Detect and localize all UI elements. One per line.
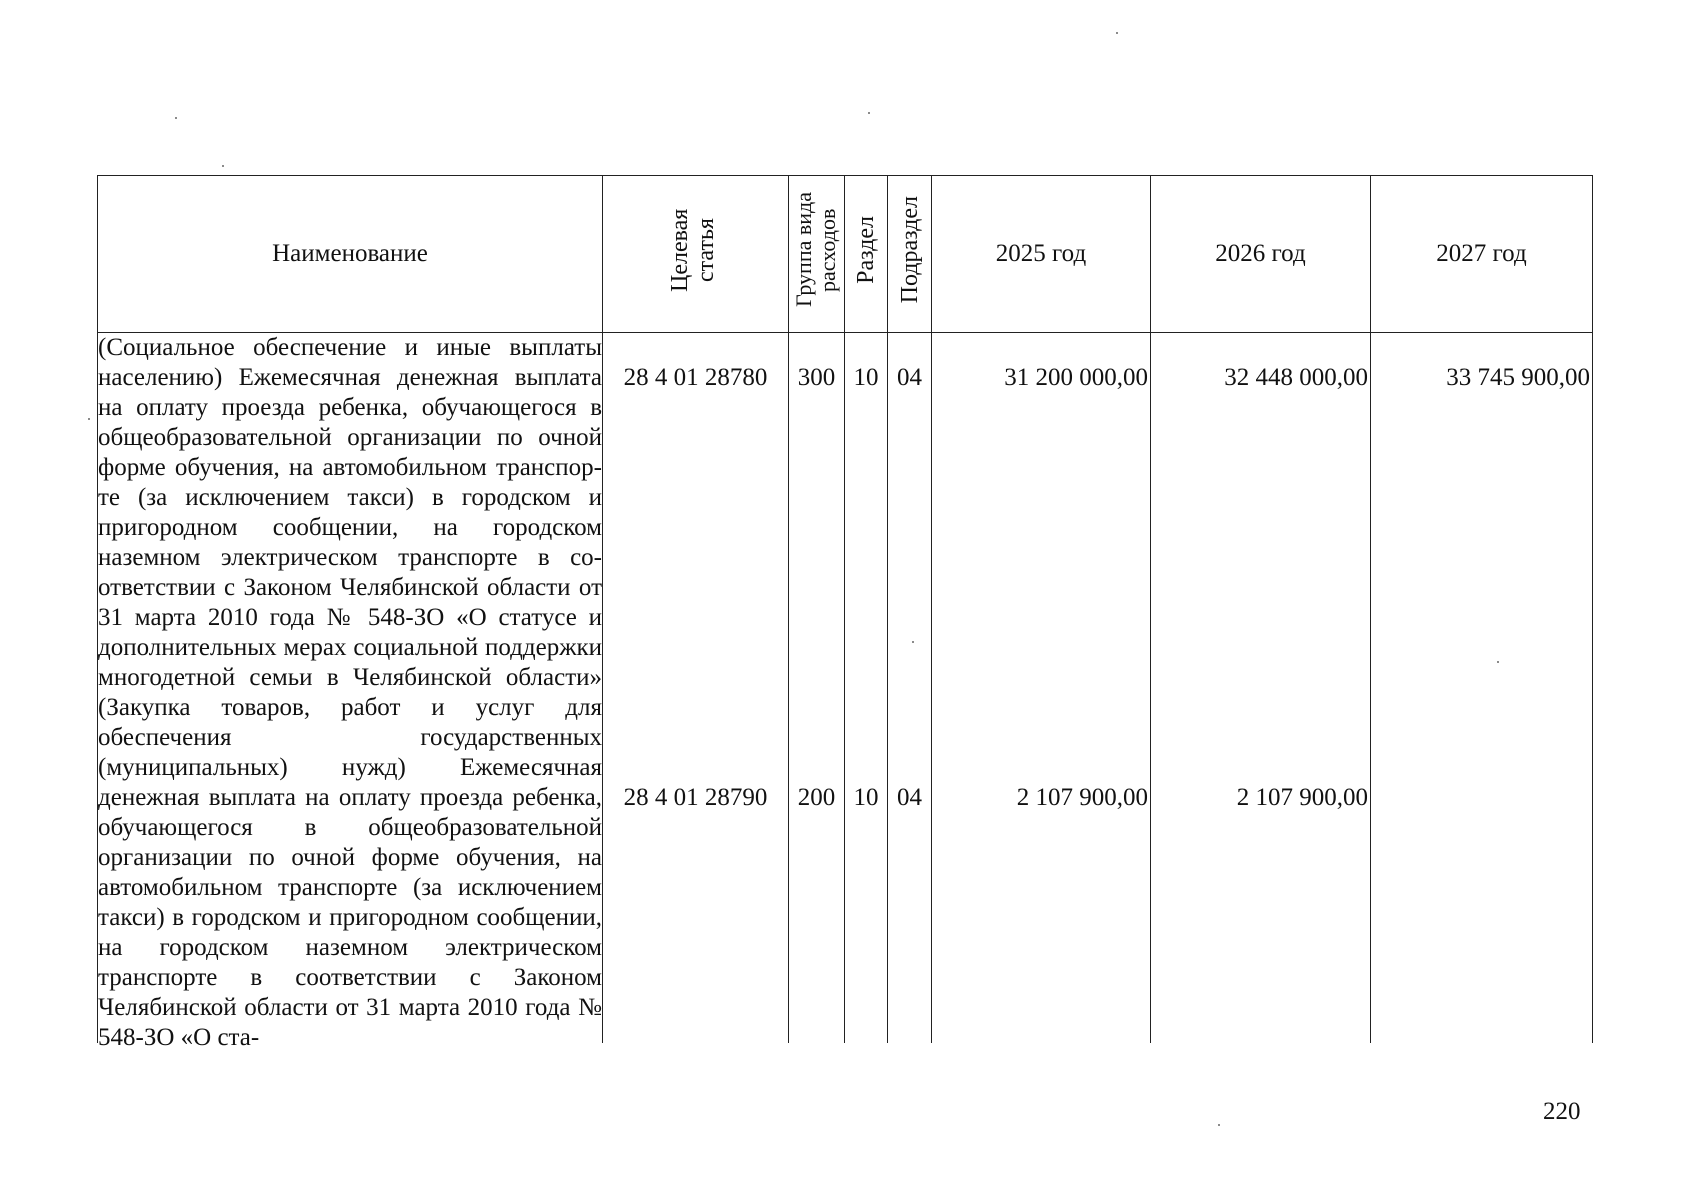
page-number: 220 [1543, 1098, 1581, 1125]
header-target-article: Целевая статья [603, 176, 789, 333]
amount-2026-2: 2 107 900,00 [1236, 784, 1368, 811]
amount-2026-cell [1151, 333, 1371, 1044]
amount-2025-1: 31 200 000,00 [1004, 364, 1148, 391]
scan-speck [175, 117, 177, 119]
scan-speck [1218, 1124, 1220, 1126]
group-cell [789, 333, 845, 1044]
target-article-1: 28 4 01 28780 [623, 364, 768, 391]
subsection-2: 04 [897, 784, 922, 811]
scan-speck [868, 112, 870, 114]
target-cell [603, 333, 789, 1044]
scan-speck [1116, 32, 1118, 34]
scan-speck [1497, 661, 1499, 663]
header-name: Наименование [98, 176, 603, 333]
budget-table [97, 175, 1593, 1051]
name-text: (Социальное обеспечение и иные выплаты населению) Ежемесячная денежная выплата на оплату проезда ребенка, обучающегося в общеобразовательной организации по очной форме обучения, на автомобильном транспорте (за исключением такси) в городском и пригородном сообщении, на городском наземном электрическом транспорте в соответствии с Законом Челябинской области от 31 марта 2010 года № 548-ЗО «О статусе и дополнительных мерах социальной поддержки многодетной семьи в Челябинской области» (Закупка товаров, работ и услуг для обеспечения государственных (муниципальных) нужд) Ежемесячная денежная выплата на оплату проезда ребенка, обучающегося в общеобразовательной организации по очной форме обучения, на автомобильном транспорте (за исключением такси) в городском и пригородном сообщении, на городском наземном электрическом транспорте в соответствии с Законом Челябинской области от 31 марта 2010 года № 548-ЗО «О ста- [98, 334, 602, 1051]
header-expense-group: Группа вида расходов [789, 176, 845, 333]
subsection-cell [888, 333, 932, 1044]
amount-2025-cell [932, 333, 1151, 1044]
header-year-2027: 2027 год [1371, 176, 1593, 333]
target-article-2: 28 4 01 28790 [623, 784, 768, 811]
section-cell [845, 333, 888, 1044]
amount-2025-2: 2 107 900,00 [1016, 784, 1148, 811]
header-row [98, 176, 1593, 333]
header-year-2026: 2026 год [1151, 176, 1371, 333]
scan-speck [88, 418, 90, 420]
expense-group-2: 200 [797, 784, 836, 811]
amount-2027-1: 33 745 900,00 [1446, 364, 1590, 391]
expense-group-1: 300 [797, 364, 836, 391]
subsection-1: 04 [897, 364, 922, 391]
table-row [98, 333, 1593, 1044]
section-1: 10 [853, 364, 879, 391]
header-subsection: Подраздел [888, 176, 932, 333]
scan-speck [222, 165, 224, 167]
amount-2026-1: 32 448 000,00 [1224, 364, 1368, 391]
name-cell [98, 333, 603, 1051]
amount-2027-cell [1371, 333, 1593, 1044]
header-section: Раздел [845, 176, 888, 333]
scan-speck [912, 641, 914, 643]
section-2: 10 [853, 784, 879, 811]
header-year-2025: 2025 год [932, 176, 1151, 333]
